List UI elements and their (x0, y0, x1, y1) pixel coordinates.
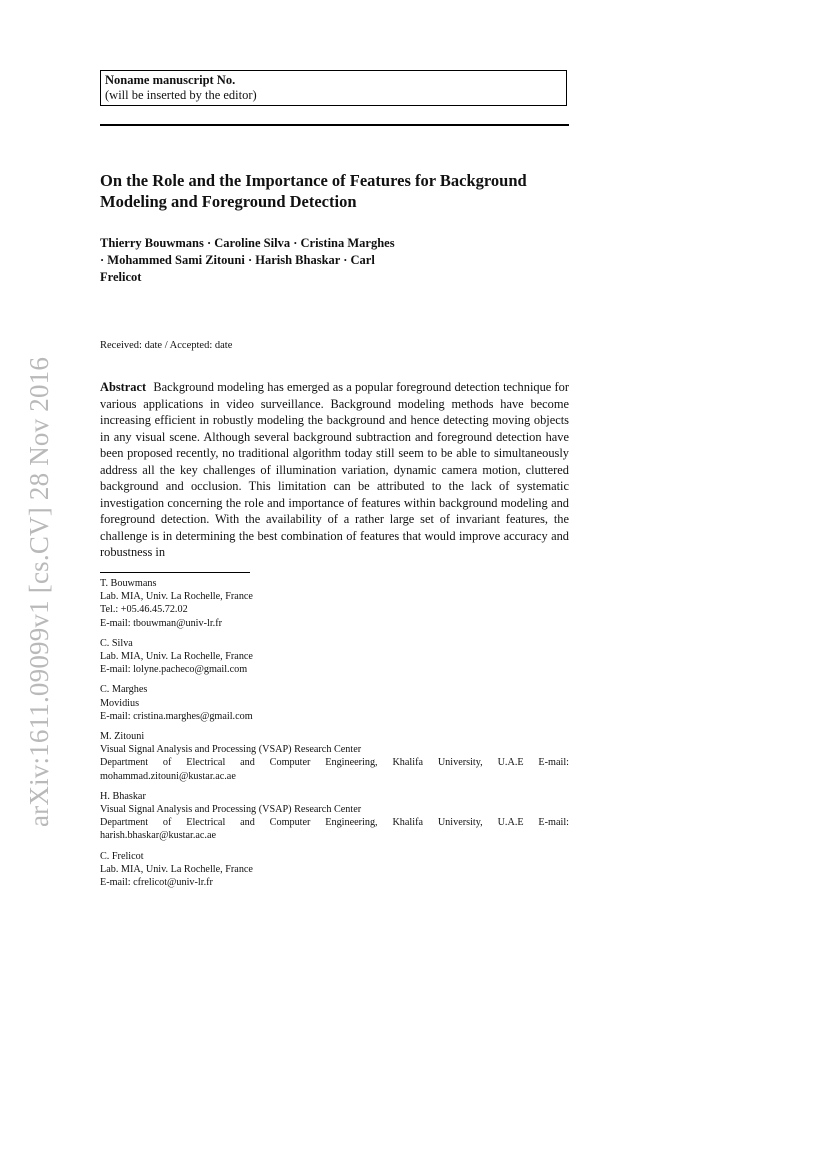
affiliation-name: M. Zitouni (100, 731, 145, 743)
footnote-rule (100, 572, 250, 573)
affiliation-name: C. Marghes (100, 684, 148, 696)
abstract-label: Abstract (100, 380, 147, 394)
affiliations (100, 577, 569, 896)
affiliation-name: T. Bouwmans (100, 578, 157, 589)
affiliation-block (100, 683, 569, 723)
manuscript-header-box (100, 70, 567, 106)
affiliation-line: Lab. MIA, Univ. La Rochelle, France (100, 591, 253, 603)
arxiv-stamp (24, 357, 55, 827)
author-name: Mohammed Sami Zitouni (107, 253, 245, 267)
author-separator: · (293, 236, 298, 250)
affiliation-email: E-mail: cristina.marghes@gmail.com (100, 710, 253, 722)
author-name: Caroline Silva (214, 236, 291, 250)
arxiv-id: arXiv:1611.09099v1 (24, 600, 54, 827)
affiliation-name: H. Bhaskar (100, 790, 146, 802)
author-separator: · (247, 253, 253, 267)
author-separator: · (343, 253, 348, 267)
author-name: Harish Bhaskar (255, 253, 341, 267)
affiliation-line: Department of Electrical and Computer Engineering, Khalifa University, U.A.E E-mail: mohammad.zitouni@kustar.ac.ae (100, 757, 569, 782)
author-name: Cristina Marghes (300, 236, 395, 250)
affiliation-line: Movidius (100, 697, 140, 709)
editor-note: (will be inserted by the editor) (105, 88, 257, 102)
affiliation-email: E-mail: cfrelicot@univ-lr.fr (100, 877, 213, 889)
header-rule (100, 124, 569, 126)
affiliation-block (100, 850, 569, 890)
affiliation-email: E-mail: tbouwman@univ-lr.fr (100, 617, 222, 629)
received-date: Received: date / Accepted: date (100, 340, 233, 351)
affiliation-line: Lab. MIA, Univ. La Rochelle, France (100, 863, 253, 875)
affiliation-block (100, 730, 569, 783)
abstract-text: Background modeling has emerged as a popular foreground detection technique for various applications in video surveillance. Background modeling methods have become increasing efficient in robustly modeling the background and hence detecting moving objects in any visual scene. Although several background subtraction and foreground detection have been proposed recently, no traditional algorithm today still seem to be able to simultaneously address all the key challenges of illumination variation, dynamic camera motion, cluttered background and occlusion. This limitation can be attributed to the lack of systematic investigation concerning the role and importance of features within background modeling and foreground detection. With the availability of a rather large set of invariant features, the challenge is in determining the best combination of features that would improve accuracy and robustness in (100, 380, 569, 559)
affiliation-line: Tel.: +05.46.45.72.02 (100, 604, 188, 616)
manuscript-number: Noname manuscript No. (105, 73, 236, 87)
affiliation-block (100, 577, 569, 630)
paper-title: On the Role and the Importance of Features for Background Modeling and Foreground Detection (100, 171, 527, 211)
affiliation-block (100, 790, 569, 843)
arxiv-category: [cs.CV] (24, 507, 54, 594)
affiliation-name: C. Silva (100, 637, 133, 649)
author-name: Carl Frelicot (100, 253, 375, 284)
abstract (100, 379, 569, 561)
affiliation-email: E-mail: lolyne.pacheco@gmail.com (100, 664, 248, 676)
arxiv-date: 28 Nov 2016 (24, 356, 54, 501)
affiliation-line: Lab. MIA, Univ. La Rochelle, France (100, 651, 253, 663)
author-list (100, 235, 400, 286)
affiliation-line: Visual Signal Analysis and Processing (VSAP) Research Center (100, 804, 362, 816)
affiliation-block (100, 637, 569, 677)
author-separator: · (206, 236, 212, 250)
affiliation-name: C. Frelicot (100, 850, 144, 862)
affiliation-line: Department of Electrical and Computer Engineering, Khalifa University, U.A.E E-mail: harish.bhaskar@kustar.ac.ae (100, 817, 569, 842)
author-name: Thierry Bouwmans (100, 236, 204, 250)
affiliation-line: Visual Signal Analysis and Processing (VSAP) Research Center (100, 744, 362, 756)
author-separator: · (100, 253, 105, 267)
